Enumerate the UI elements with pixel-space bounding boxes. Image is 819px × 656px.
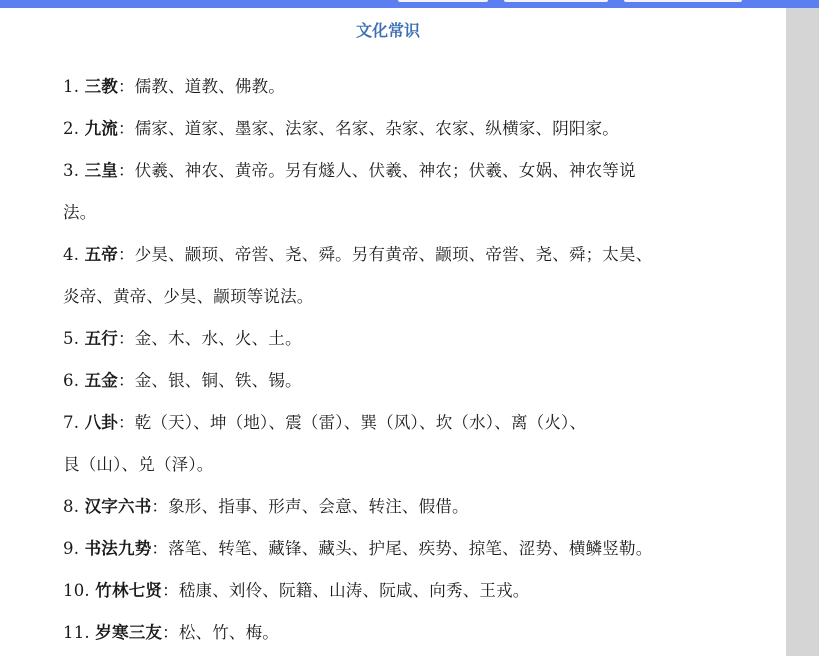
item-term: 汉字六书 [84, 497, 152, 516]
list-item [63, 570, 723, 612]
item-term: 五行 [84, 329, 118, 348]
item-text: 嵇康、刘伶、阮籍、山涛、阮咸、向秀、王戎。 [178, 581, 530, 600]
vertical-scrollbar[interactable] [786, 8, 819, 656]
toolbar-tab-3[interactable] [624, 0, 742, 2]
list-item [63, 66, 723, 108]
item-term: 五帝 [84, 245, 118, 264]
list-item-continuation [63, 444, 723, 486]
item-number: 8. [63, 497, 85, 516]
item-term: 三皇 [84, 161, 118, 180]
item-number: 2. [63, 119, 85, 138]
list-item [63, 318, 723, 360]
item-colon: ： [118, 119, 135, 138]
item-colon: ： [118, 371, 135, 390]
item-text: 松、竹、梅。 [178, 623, 280, 642]
item-colon: ： [118, 413, 135, 432]
list-item [63, 486, 723, 528]
item-number: 6. [63, 371, 85, 390]
item-colon: ： [118, 77, 135, 96]
item-colon: ： [151, 497, 169, 516]
item-term: 书法九势 [84, 539, 152, 558]
item-text: 金、银、铜、铁、锡。 [134, 371, 302, 390]
document-page [0, 8, 786, 656]
item-term: 五金 [84, 371, 118, 390]
window-top-bar [0, 0, 819, 8]
item-text: 炎帝、黄帝、少昊、颛顼等说法。 [63, 287, 314, 306]
list-item [63, 402, 723, 444]
item-text: 艮（山）、兑（泽）。 [63, 455, 214, 474]
item-number: 11. [63, 623, 96, 642]
item-term: 三教 [84, 77, 118, 96]
item-number: 10. [63, 581, 96, 600]
item-text: 落笔、转笔、藏锋、藏头、护尾、疾势、掠笔、涩势、横鳞竖勒。 [168, 539, 653, 558]
item-number: 3. [63, 161, 85, 180]
list-item-continuation [63, 192, 723, 234]
item-number: 1. [63, 77, 85, 96]
item-number: 7. [63, 413, 85, 432]
list-item [63, 234, 723, 276]
item-colon: ： [118, 161, 135, 180]
list-item [63, 360, 723, 402]
item-text: 金、木、水、火、土。 [134, 329, 302, 348]
item-colon: ： [118, 245, 135, 264]
item-text: 伏羲、神农、黄帝。另有燧人、伏羲、神农；伏羲、女娲、神农等说 [134, 161, 636, 180]
list-item [63, 528, 723, 570]
item-colon: ： [162, 581, 179, 600]
item-colon: ： [118, 329, 135, 348]
item-text: 乾（天）、坤（地）、震（雷）、巽（风）、坎（水）、离（火）、 [134, 413, 587, 432]
item-text: 少昊、颛顼、帝喾、尧、舜。另有黄帝、颛顼、帝喾、尧、舜；太昊、 [134, 245, 653, 264]
toolbar-tab-2[interactable] [504, 0, 608, 2]
list-item [63, 150, 723, 192]
item-colon: ： [162, 623, 179, 642]
item-term: 九流 [84, 119, 118, 138]
document-title: 文化常识 [355, 21, 420, 40]
item-text: 法。 [63, 203, 97, 222]
item-number: 9. [63, 539, 85, 558]
list-item [63, 612, 723, 654]
toolbar-tab-1[interactable] [398, 0, 488, 2]
item-number: 4. [63, 245, 85, 264]
list-item-continuation [63, 276, 723, 318]
item-number: 5. [63, 329, 85, 348]
item-text: 儒教、道教、佛教。 [134, 77, 286, 96]
item-term: 竹林七贤 [95, 581, 163, 600]
item-term: 八卦 [84, 413, 118, 432]
item-term: 岁寒三友 [95, 623, 163, 642]
item-colon: ： [151, 539, 169, 558]
item-text: 象形、指事、形声、会意、转注、假借。 [168, 497, 469, 516]
item-text: 儒家、道家、墨家、法家、名家、杂家、农家、纵横家、阴阳家。 [134, 119, 620, 138]
list-item [63, 108, 723, 150]
